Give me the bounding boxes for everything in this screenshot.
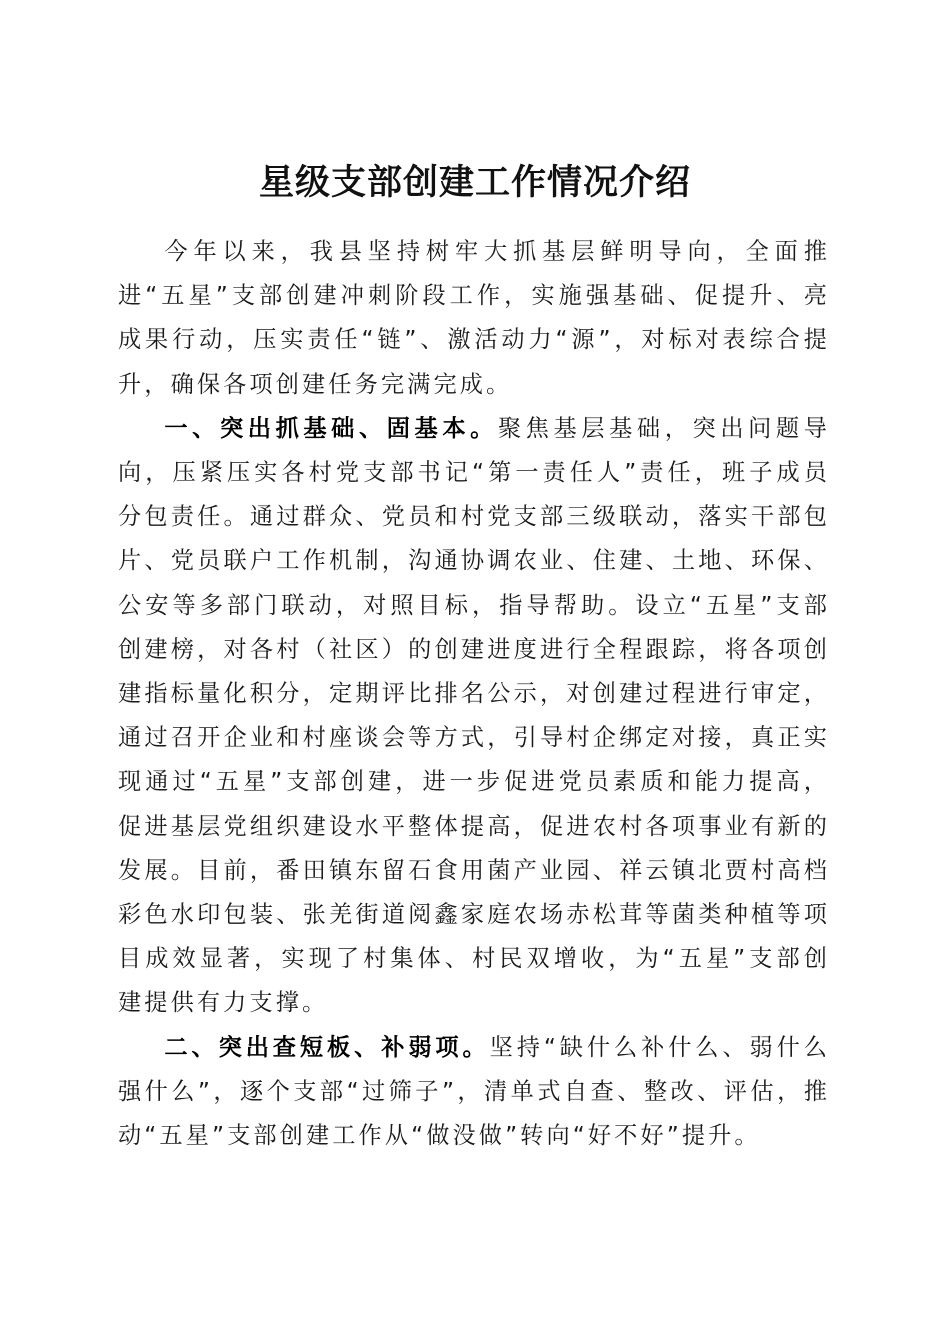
document-body	[118, 230, 830, 1158]
section-heading-1: 一、突出抓基础、固基本。	[164, 414, 498, 442]
document-title: 星级支部创建工作情况介绍	[258, 162, 691, 204]
intro-paragraph: 今年以来，我县坚持树牢大抓基层鲜明导向，全面推进“五星”支部创建冲刺阶段工作，实施强基础、促提升、亮成果行动，压实责任“链”、激活动力“源”，对标对表综合提升，确保各项创建任务完满完成。	[118, 238, 830, 398]
section-paragraph-1	[118, 407, 830, 1026]
section-text-1: 聚焦基层基础，突出问题导向，压紧压实各村党支部书记“第一责任人”责任，班子成员分包责任。通过群众、党员和村党支部三级联动，落实干部包片、党员联户工作机制，沟通协调农业、住建、土地、环保、公安等多部门联动，对照目标，指导帮助。设立“五星”支部创建榜，对各村（社区）的创建进度进行全程跟踪，将各项创建指标量化积分，定期评比排名公示，对创建过程进行审定，通过召开企业和村座谈会等方式，引导村企绑定对接，真正实现通过“五星”支部创建，进一步促进党员素质和能力提高，促进基层党组织建设水平整体提高，促进农村各项事业有新的发展。目前，番田镇东留石食用菌产业园、祥云镇北贾村高档彩色水印包装、张羌街道阅鑫家庭农场赤松茸等菌类种植等项目成效显著，实现了村集体、村民双增收，为“五星”支部创建提供有力支撑。	[118, 414, 830, 1017]
section-heading-2: 二、突出查短板、补弱项。	[164, 1033, 490, 1061]
section-paragraph-2	[118, 1026, 830, 1159]
section-text-2: 坚持“缺什么补什么、弱什么强什么”，逐个支部“过筛子”，清单式自查、整改、评估，推动“五星”支部创建工作从“做没做”转向“好不好”提升。	[118, 1033, 830, 1150]
